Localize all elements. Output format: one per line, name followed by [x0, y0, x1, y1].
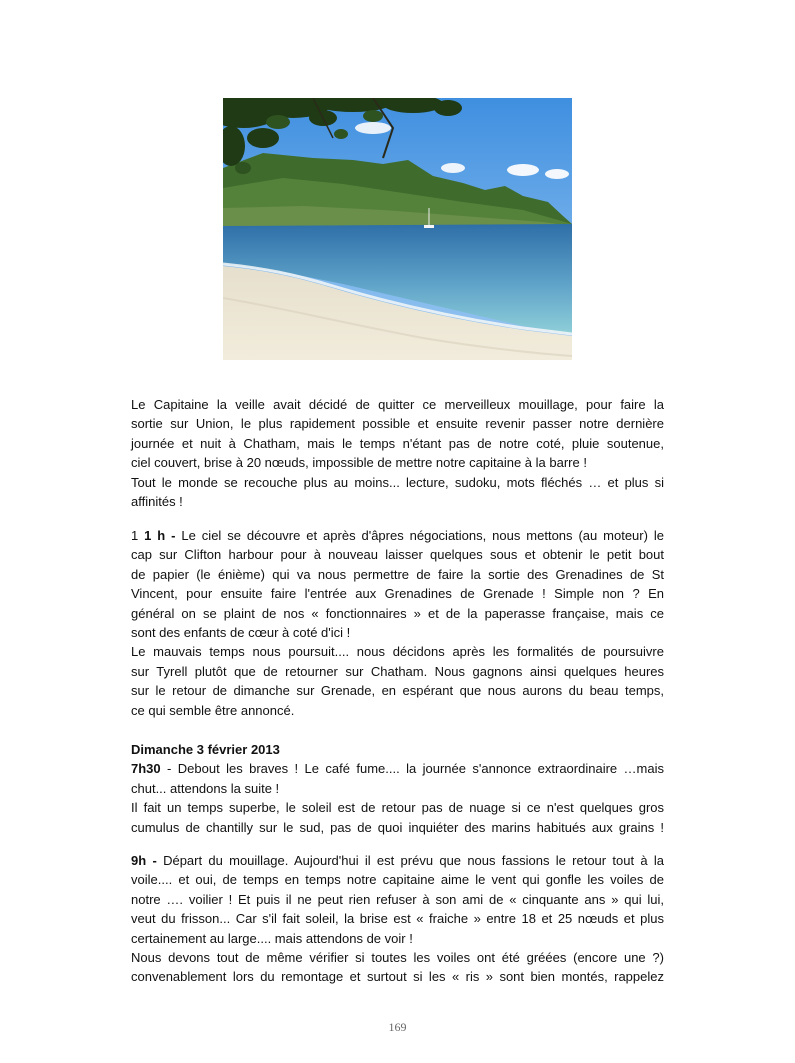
text-line: Le Capitaine la veille avait décidé de quitter ce merveilleux mouillage, pour faire la [131, 397, 664, 412]
text-line [131, 526, 664, 545]
text-line [131, 759, 664, 778]
line-text: - Debout les braves ! Le café fume.... la journée s'annonce extraordinaire …mais [160, 761, 664, 777]
paragraph-sunday [131, 740, 664, 837]
page-number: 169 [388, 1020, 407, 1034]
paragraph-clifton [131, 526, 664, 720]
text-line: veut du frisson... Car s'il fait soleil, la brise est « fraiche » entre 18 et 25 nœuds et plus [131, 911, 664, 927]
text-line: sur le retour de dimanche sur Grenade, en espérant que nous aurons du beau temps, [131, 683, 664, 699]
paragraph-mooring [131, 851, 664, 987]
text-line: cap sur Clifton harbour pour à nouveau laisser quelques sous et obtenir le petit bout [131, 547, 664, 563]
text-line: convenablement lors du remontage et surtout si les « ris » sont bien montés, rappelez [131, 969, 664, 985]
text-line: notre …. voilier ! Et puis il ne peut rien refuser à son ami de « cinquante ans » qui lui, [131, 891, 664, 907]
text-line: Il fait un temps superbe, le soleil est de retour pas de nuage si ce n'est quelques gros [131, 800, 664, 816]
text-line: certainement au large.... mais attendons de voir ! [131, 930, 413, 946]
paragraph-departure [131, 395, 664, 511]
text-line: sont des enfants de cœur à coté d'ici ! [131, 625, 351, 641]
date-label: Dimanche 3 février 2013 [131, 742, 280, 757]
text-line: Nous devons tout de même vérifier si toutes les voiles ont été gréées (encore une ?) [131, 950, 664, 966]
text-line: général on se plaint de nos « fonctionnaires » et de la paperasse française, mais ce [131, 605, 664, 621]
text-line: ciel couvert, brise à 20 nœuds, impossible de mettre notre capitaine à la barre ! [131, 455, 587, 471]
line-text: Départ du mouillage. Aujourd'hui il est prévu que nous fassions le retour tout à la [156, 853, 664, 868]
text-line: voile.... et oui, de temps en temps notre capitaine aime le vent qui gonfle les voiles de [131, 872, 664, 888]
text-line: Vincent, pour ensuite faire l'entrée aux Grenadines de Grenade ! Simple non ? En [131, 586, 664, 602]
line-prefix: 1 [131, 528, 145, 543]
text-line: affinités ! [131, 494, 183, 510]
text-line: de papier (le énième) qui va nous permettre de faire la sortie des Grenadines de St [131, 566, 664, 582]
text-line: Tout le monde se recouche plus au moins... lecture, sudoku, mots fléchés … et plus si [131, 474, 664, 490]
text-line [131, 851, 664, 870]
text-line: cumulus de chantilly sur le sud, pas de quoi inquiéter des marins habitués aux grains ! [131, 819, 664, 835]
text-line: sortie sur Union, le plus rapidement possible et ensuite revenir passer notre dernière [131, 416, 664, 432]
text-line: ce qui semble être annoncé. [131, 702, 295, 718]
beach-photo [223, 98, 572, 360]
line-text: Le ciel se découvre et après d'âpres négociations, nous mettons (au moteur) le [175, 528, 664, 543]
text-line: chut... attendons la suite ! [131, 780, 280, 796]
text-line: Le mauvais temps nous poursuit.... nous décidons après les formalités de poursuivre [131, 644, 664, 660]
date-heading [131, 740, 664, 759]
time-label: 1 h - [144, 528, 176, 543]
text-line: sur Tyrell plutôt que de retourner sur Chatham. Nous gagnons ainsi quelques heures [131, 663, 664, 679]
time-label: 9h - [131, 853, 157, 868]
text-line: journée et nuit à Chatham, mais le temps n'étant pas de notre coté, pluie soutenue, [131, 435, 664, 451]
time-label: 7h30 [131, 761, 161, 777]
